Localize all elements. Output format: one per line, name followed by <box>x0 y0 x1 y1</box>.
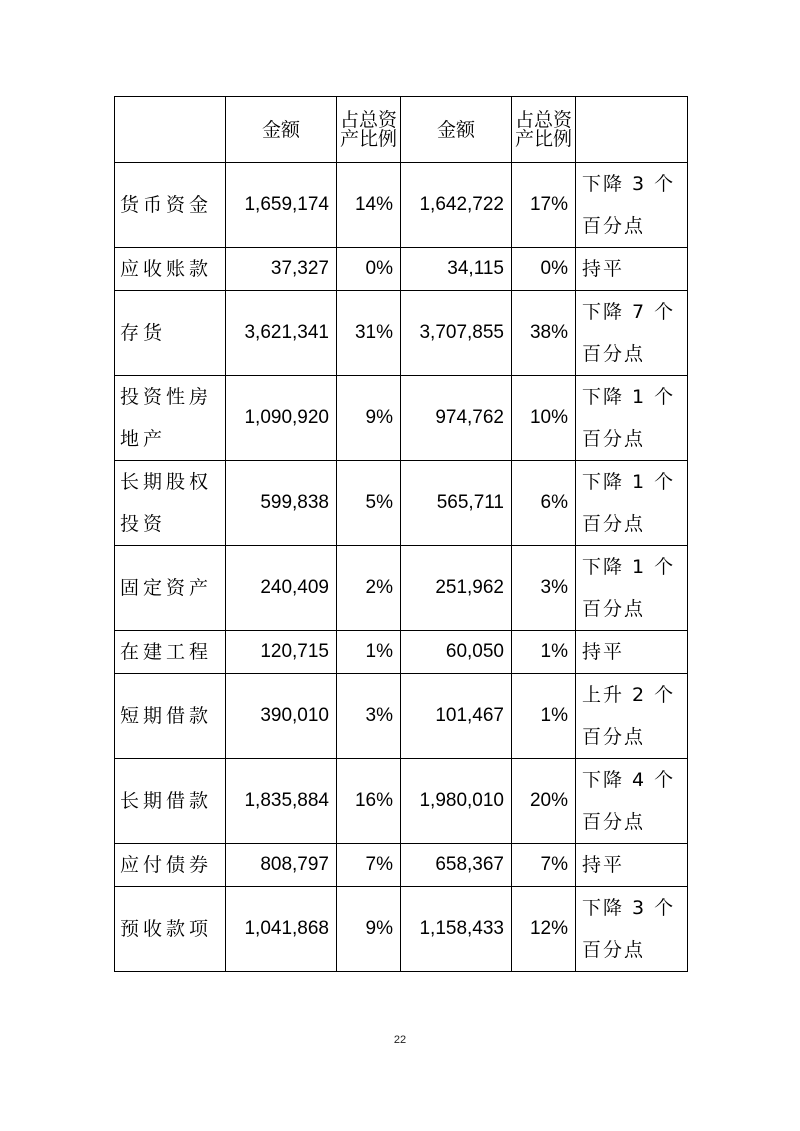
row-amount-b: 1,642,722 <box>401 163 512 248</box>
row-amount-b: 1,158,433 <box>401 887 512 972</box>
row-amount-b: 1,980,010 <box>401 759 512 844</box>
table-row <box>115 546 688 631</box>
row-amount-a: 1,090,920 <box>226 376 337 461</box>
row-amount-a: 240,409 <box>226 546 337 631</box>
row-ratio-a: 3% <box>337 674 401 759</box>
row-ratio-a: 5% <box>337 461 401 546</box>
row-ratio-a: 16% <box>337 759 401 844</box>
header-item <box>115 97 226 163</box>
row-ratio-b: 1% <box>512 631 576 674</box>
row-amount-a: 1,041,868 <box>226 887 337 972</box>
row-amount-a: 390,010 <box>226 674 337 759</box>
row-amount-b: 565,711 <box>401 461 512 546</box>
row-ratio-b: 20% <box>512 759 576 844</box>
row-ratio-b: 6% <box>512 461 576 546</box>
header-change <box>576 97 688 163</box>
row-ratio-a: 2% <box>337 546 401 631</box>
row-change: 持平 <box>576 844 688 887</box>
row-ratio-b: 3% <box>512 546 576 631</box>
row-amount-b: 60,050 <box>401 631 512 674</box>
page-number: 22 <box>393 1034 407 1046</box>
table-row <box>115 248 688 291</box>
row-ratio-b: 17% <box>512 163 576 248</box>
row-change: 持平 <box>576 248 688 291</box>
row-amount-a: 120,715 <box>226 631 337 674</box>
row-ratio-a: 9% <box>337 887 401 972</box>
row-change: 下降 1 个百分点 <box>576 376 688 461</box>
row-amount-b: 101,467 <box>401 674 512 759</box>
row-amount-a: 3,621,341 <box>226 291 337 376</box>
row-change: 上升 2 个百分点 <box>576 674 688 759</box>
row-amount-b: 251,962 <box>401 546 512 631</box>
row-name: 存货 <box>115 291 226 376</box>
header-row <box>115 97 688 163</box>
row-ratio-a: 31% <box>337 291 401 376</box>
row-name: 投资性房地产 <box>115 376 226 461</box>
row-name: 应收账款 <box>115 248 226 291</box>
row-name: 预收款项 <box>115 887 226 972</box>
row-ratio-a: 7% <box>337 844 401 887</box>
table-row <box>115 376 688 461</box>
row-change: 下降 3 个百分点 <box>576 163 688 248</box>
header-amount-b: 金额 <box>401 97 512 163</box>
row-ratio-a: 1% <box>337 631 401 674</box>
row-change: 持平 <box>576 631 688 674</box>
row-amount-a: 1,659,174 <box>226 163 337 248</box>
header-ratio-b: 占总资产比例 <box>512 97 576 163</box>
row-amount-a: 599,838 <box>226 461 337 546</box>
row-change: 下降 7 个百分点 <box>576 291 688 376</box>
header-amount-a: 金额 <box>226 97 337 163</box>
row-ratio-b: 12% <box>512 887 576 972</box>
row-amount-b: 3,707,855 <box>401 291 512 376</box>
row-amount-a: 1,835,884 <box>226 759 337 844</box>
row-ratio-a: 0% <box>337 248 401 291</box>
balance-sheet-table <box>114 96 688 972</box>
table-row <box>115 844 688 887</box>
row-change: 下降 3 个百分点 <box>576 887 688 972</box>
row-ratio-b: 10% <box>512 376 576 461</box>
row-name: 货币资金 <box>115 163 226 248</box>
row-amount-b: 658,367 <box>401 844 512 887</box>
row-ratio-a: 14% <box>337 163 401 248</box>
row-name: 短期借款 <box>115 674 226 759</box>
row-ratio-b: 1% <box>512 674 576 759</box>
row-amount-a: 37,327 <box>226 248 337 291</box>
row-amount-a: 808,797 <box>226 844 337 887</box>
table-row <box>115 759 688 844</box>
table-row <box>115 461 688 546</box>
row-change: 下降 1 个百分点 <box>576 461 688 546</box>
row-ratio-b: 38% <box>512 291 576 376</box>
row-name: 在建工程 <box>115 631 226 674</box>
row-name: 长期借款 <box>115 759 226 844</box>
table-row <box>115 674 688 759</box>
row-ratio-a: 9% <box>337 376 401 461</box>
row-name: 应付债券 <box>115 844 226 887</box>
row-name: 固定资产 <box>115 546 226 631</box>
table-row <box>115 887 688 972</box>
table-row <box>115 163 688 248</box>
row-amount-b: 34,115 <box>401 248 512 291</box>
row-amount-b: 974,762 <box>401 376 512 461</box>
header-ratio-a: 占总资产比例 <box>337 97 401 163</box>
table-row <box>115 631 688 674</box>
row-name: 长期股权投资 <box>115 461 226 546</box>
row-change: 下降 4 个百分点 <box>576 759 688 844</box>
row-ratio-b: 0% <box>512 248 576 291</box>
table-row <box>115 291 688 376</box>
row-ratio-b: 7% <box>512 844 576 887</box>
row-change: 下降 1 个百分点 <box>576 546 688 631</box>
